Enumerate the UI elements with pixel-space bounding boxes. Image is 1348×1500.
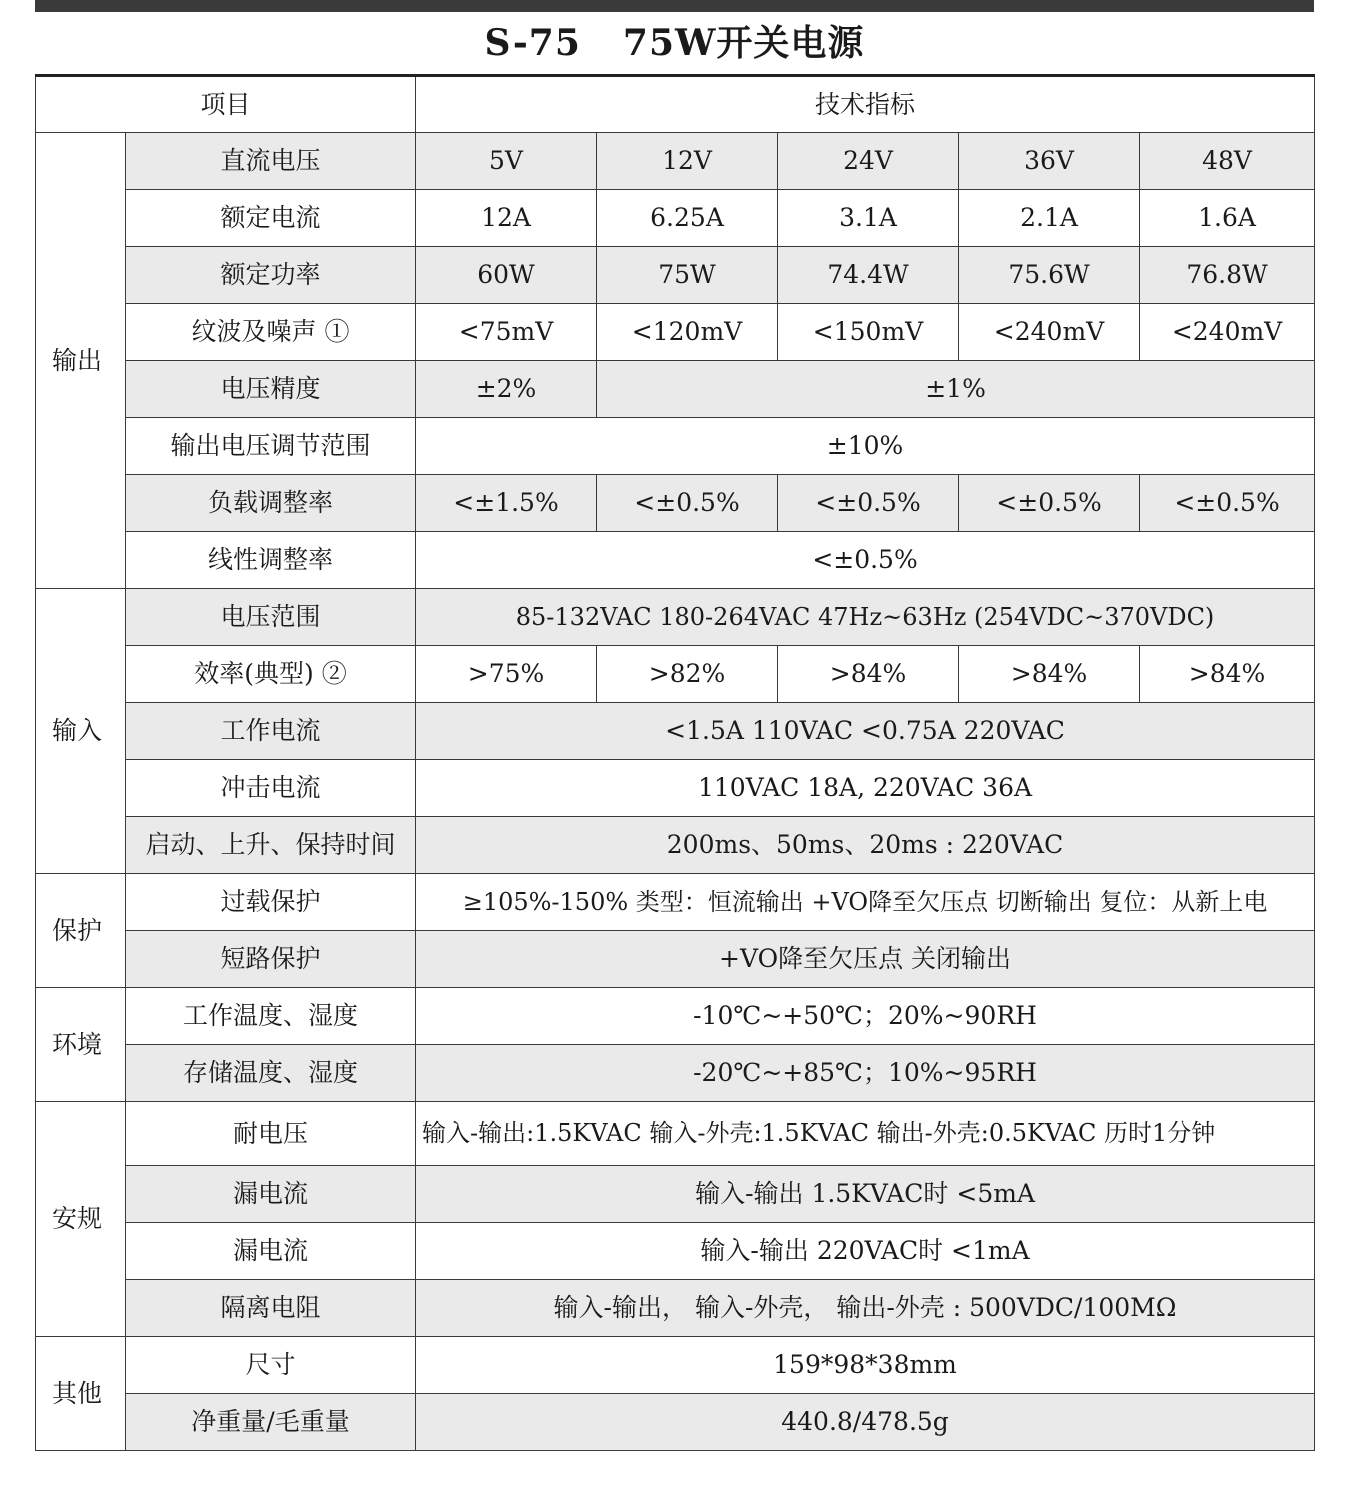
cell: 75.6W (959, 247, 1140, 304)
cell: 2.1A (959, 190, 1140, 247)
cell: <±0.5% (1140, 475, 1315, 532)
cell: 110VAC 18A, 220VAC 36A (416, 760, 1315, 817)
table-row (36, 1223, 1315, 1280)
cell: <1.5A 110VAC <0.75A 220VAC (416, 703, 1315, 760)
cell: 60W (416, 247, 597, 304)
table-row (36, 475, 1315, 532)
table-row (36, 703, 1315, 760)
table-row (36, 418, 1315, 475)
cell: ≥105%-150% 类型：恒流输出 +VO降至欠压点 切断输出 复位：从新上电 (416, 874, 1315, 931)
row-label: 隔离电阻 (126, 1280, 416, 1337)
table-row (36, 1280, 1315, 1337)
cell: <150mV (778, 304, 959, 361)
model-number: S-75 (484, 22, 581, 64)
cell: <75mV (416, 304, 597, 361)
cell: <±0.5% (597, 475, 778, 532)
cell: -20℃~+85℃；10%~95RH (416, 1045, 1315, 1102)
row-label: 负载调整率 (126, 475, 416, 532)
cell: 85-132VAC 180-264VAC 47Hz~63Hz (254VDC~370VDC) (416, 589, 1315, 646)
table-header-row (36, 76, 1315, 133)
group-safety: 安规 (36, 1102, 126, 1337)
cell: 24V (778, 133, 959, 190)
cell: -10℃~+50℃；20%~90RH (416, 988, 1315, 1045)
cell: <240mV (1140, 304, 1315, 361)
row-label: 存储温度、湿度 (126, 1045, 416, 1102)
cell: >82% (597, 646, 778, 703)
row-label: 额定电流 (126, 190, 416, 247)
table-row (36, 988, 1315, 1045)
row-label: 短路保护 (126, 931, 416, 988)
cell: >84% (959, 646, 1140, 703)
row-label: 净重量/毛重量 (126, 1394, 416, 1451)
table-row (36, 1337, 1315, 1394)
cell: 75W (597, 247, 778, 304)
cell: >84% (1140, 646, 1315, 703)
cell: 3.1A (778, 190, 959, 247)
table-row (36, 304, 1315, 361)
table-row (36, 190, 1315, 247)
cell: 36V (959, 133, 1140, 190)
table-row (36, 817, 1315, 874)
group-input: 输入 (36, 589, 126, 874)
cell: ±2% (416, 361, 597, 418)
cell: ±10% (416, 418, 1315, 475)
cell: <±0.5% (416, 532, 1315, 589)
cell: 输入-输出， 输入-外壳， 输出-外壳 : 500VDC/100MΩ (416, 1280, 1315, 1337)
table-row (36, 760, 1315, 817)
cell: 输入-输出:1.5KVAC 输入-外壳:1.5KVAC 输出-外壳:0.5KVAC 历时1分钟 (416, 1102, 1315, 1166)
group-environment: 环境 (36, 988, 126, 1102)
cell: 6.25A (597, 190, 778, 247)
row-label: 启动、上升、保持时间 (126, 817, 416, 874)
row-label: 尺寸 (126, 1337, 416, 1394)
cell: 12A (416, 190, 597, 247)
cell: <±0.5% (959, 475, 1140, 532)
cell: 76.8W (1140, 247, 1315, 304)
cell: >75% (416, 646, 597, 703)
group-output: 输出 (36, 133, 126, 589)
header-spec: 技术指标 (416, 76, 1315, 133)
row-label: 额定功率 (126, 247, 416, 304)
document-title (35, 12, 1314, 74)
row-label: 线性调整率 (126, 532, 416, 589)
row-label: 工作温度、湿度 (126, 988, 416, 1045)
table-row (36, 646, 1315, 703)
row-label: 工作电流 (126, 703, 416, 760)
cell: 440.8/478.5g (416, 1394, 1315, 1451)
row-label: 电压精度 (126, 361, 416, 418)
top-bar (35, 0, 1314, 12)
group-protection: 保护 (36, 874, 126, 988)
table-row (36, 133, 1315, 190)
cell: 159*98*38mm (416, 1337, 1315, 1394)
table-row (36, 1394, 1315, 1451)
cell: 输入-输出 1.5KVAC时 <5mA (416, 1166, 1315, 1223)
table-row (36, 1166, 1315, 1223)
row-label: 漏电流 (126, 1223, 416, 1280)
cell: 48V (1140, 133, 1315, 190)
product-name: 75W开关电源 (622, 22, 865, 64)
table-row (36, 589, 1315, 646)
table-row (36, 874, 1315, 931)
row-label: 输出电压调节范围 (126, 418, 416, 475)
cell: ±1% (597, 361, 1315, 418)
cell: 200ms、50ms、20ms : 220VAC (416, 817, 1315, 874)
table-row (36, 361, 1315, 418)
spec-table (35, 74, 1315, 1451)
cell: <120mV (597, 304, 778, 361)
cell: 输入-输出 220VAC时 <1mA (416, 1223, 1315, 1280)
table-row (36, 247, 1315, 304)
table-row (36, 532, 1315, 589)
table-row (36, 1102, 1315, 1166)
row-label: 漏电流 (126, 1166, 416, 1223)
group-other: 其他 (36, 1337, 126, 1451)
cell: 5V (416, 133, 597, 190)
cell: <240mV (959, 304, 1140, 361)
cell: 12V (597, 133, 778, 190)
row-label: 冲击电流 (126, 760, 416, 817)
cell: >84% (778, 646, 959, 703)
cell: 1.6A (1140, 190, 1315, 247)
row-label: 耐电压 (126, 1102, 416, 1166)
cell: <±0.5% (778, 475, 959, 532)
cell: <±1.5% (416, 475, 597, 532)
row-label: 电压范围 (126, 589, 416, 646)
table-row (36, 1045, 1315, 1102)
cell: 74.4W (778, 247, 959, 304)
cell: +VO降至欠压点 关闭输出 (416, 931, 1315, 988)
row-label: 直流电压 (126, 133, 416, 190)
row-label: 过载保护 (126, 874, 416, 931)
row-label: 纹波及噪声 ① (126, 304, 416, 361)
table-row (36, 931, 1315, 988)
header-item: 项目 (36, 76, 416, 133)
row-label: 效率(典型) ② (126, 646, 416, 703)
